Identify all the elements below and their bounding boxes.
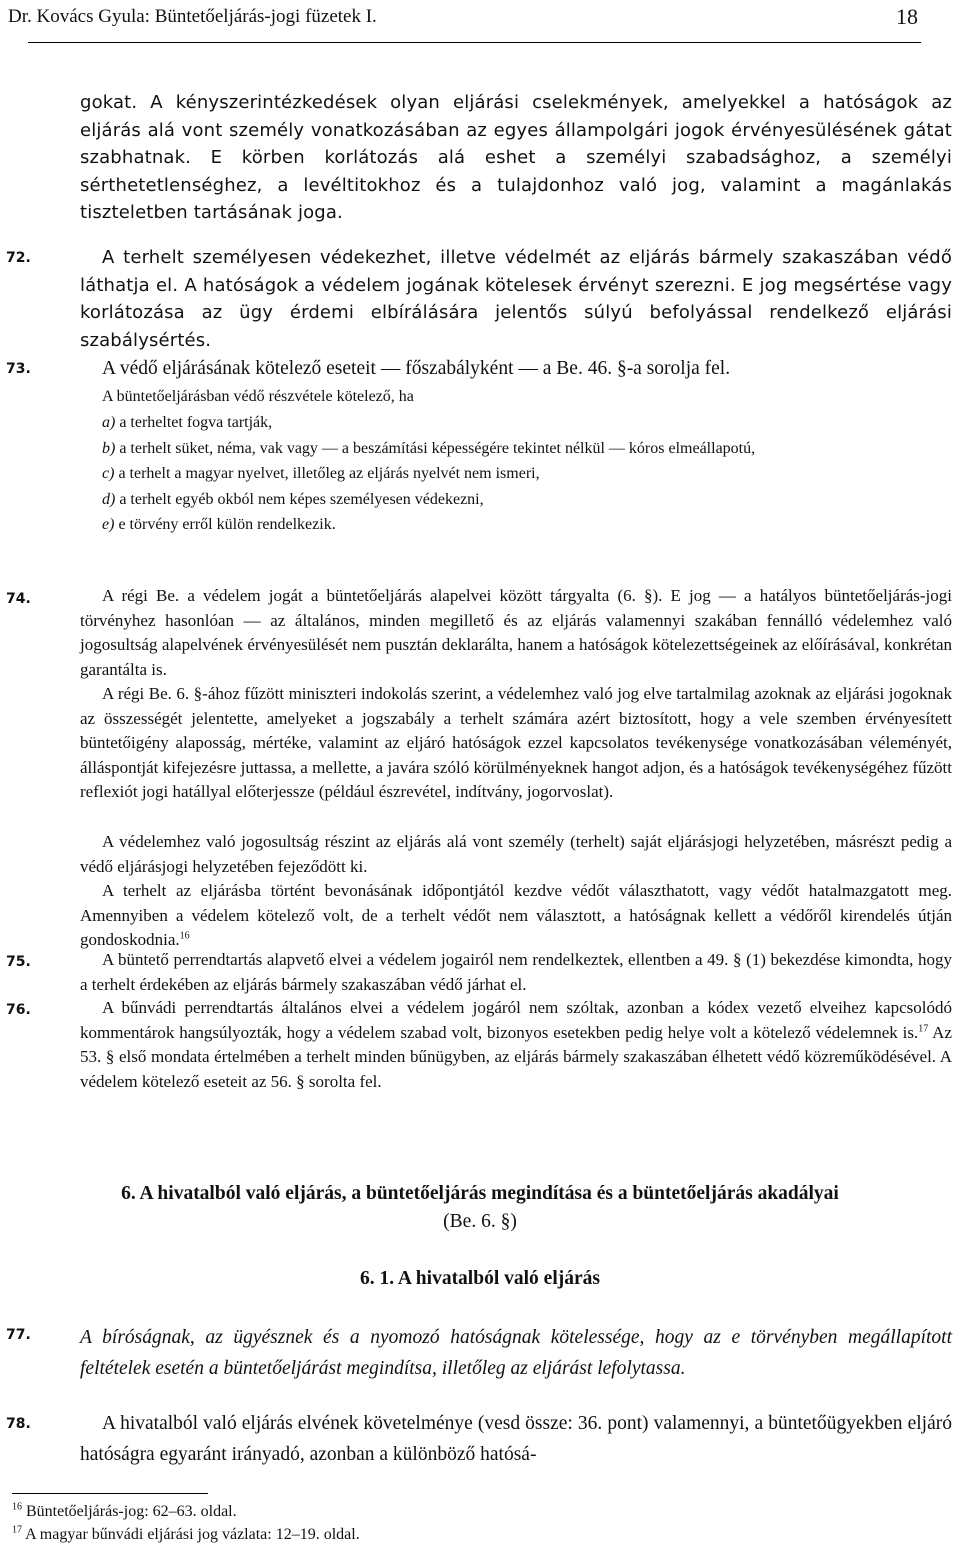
paragraph-73-heading: A védő eljárásának kötelező eseteit — főszabályként — a Be. 46. §-a sorolja fel.	[102, 358, 731, 379]
footnote-16: $^{16}$ Büntetőeljárás-jog: 62–63. oldal.	[12, 1501, 237, 1520]
paragraph-77: A bíróságnak, az ügyésznek és a nyomozó hatóságnak kötelessége, hogy az e törvényben megállapított feltételek esetén a büntetőeljárást megindítsa, illetőleg az eljárást lefolytassa.	[80, 1327, 952, 1379]
paragraph-74-c: A védelemhez való jogosultság részint az eljárás alá vont személy (terhelt) saját eljárásjogi helyzetében, másrészt pedig a védő eljárásjogi helyzetében fejeződött ki.	[80, 832, 952, 876]
paragraph-74-a: A régi Be. a védelem jogát a büntetőeljárás alapelvei között tárgyalta (6. §). E jog — a hatályos büntetőeljárás-jogi törvényhez hasonlóan — az általános, minden megillető és az eljárás valamennyi szakában fennálló védelemhez való jogosultság alapelvének érvényesülését nem pusztán deklarálta, hanem a hatóságok kötelezettségeinek az előírásával, konkrétan garantálta is.	[80, 586, 952, 679]
list-item-b: b) a terhelt süket, néma, vak vagy — a beszámítási képességére tekintet nélkül — kóros elmeállapotú,	[102, 439, 756, 457]
list-item-a: a) a terheltet fogva tartják,	[102, 414, 273, 431]
footnote-ref-17[interactable]: 17	[918, 1022, 929, 1034]
footnote-rule	[12, 1493, 208, 1494]
paragraph-72: A terhelt személyesen védekezhet, illetve védelmét az eljárás bármely szakaszában védő láthatja el. A hatóságok a védelem jogának kötelesek érvényt szerezni. E jog megsértése vagy korlátozása az ügy érdemi elbírálására jelentős súlyú befolyással rendelkező eljárási szabálysértés.	[80, 247, 952, 351]
intro-paragraph: gokat. A kényszerintézkedések olyan eljárási cselekmények, amelyekkel a hatóságok az eljárás alá vont személy vonatkozásában az egyes állampolgári jogok érvényesülésének gátat szabhatnak. E körben korlátozás alá eshet a személyi szabadsághoz, a személyi sérthetetlenséghez, a levéltitokhoz és a tulajdonhoz való jog, valamint a magánlakás tiszteletben tartásának joga.	[80, 92, 952, 223]
mandatory-defence-list	[80, 410, 952, 538]
paragraph-number-78: 78.	[6, 1416, 31, 1432]
paragraph-74-b: A régi Be. 6. §-ához fűzött miniszteri indokolás szerint, a védelemhez való jog elve tartalmilag azoknak az eljárási jogoknak az összességét jelentette, amelyeket a jogszabály a terhelt számára azért biztosított, hogy a vele szemben érvényesített büntetőigény alaposság, mértéke, valamint az eljáró hatóságok ezzel kapcsolatos tevékenysége vonatkozásában véleményét, álláspontját kifejezésre juttassa, a mellette, a javára szóló körülményeknek hangot adjon, és a hatóságok tevékenységéhez fűzött reflexiót jogi hatállyal előterjessze (például észrevétel, indítvány, jogorvoslat).	[80, 684, 952, 801]
footnote-ref-16[interactable]: 16	[179, 930, 190, 942]
paragraph-number-73: 73.	[6, 361, 31, 377]
list-item-e: e) e törvény erről külön rendelkezik.	[102, 516, 336, 533]
section-reference: (Be. 6. §)	[443, 1211, 517, 1232]
section-title: 6. A hivatalból való eljárás, a büntetőeljárás megindítása és a büntetőeljárás akadályai	[121, 1183, 839, 1204]
paragraph-78: A hivatalból való eljárás elvének követelménye (vesd össze: 36. pont) valamennyi, a büntetőügyekben eljáró hatóságra egyaránt irányadó, azonban a különböző hatósá-	[80, 1413, 952, 1465]
page-number: 18	[896, 4, 918, 29]
paragraph-number-76: 76.	[6, 1002, 31, 1018]
footnote-17: $^{17}$ A magyar bűnvádi eljárási jog vázlata: 12–19. oldal.	[12, 1524, 360, 1543]
paragraph-73-intro: A büntetőeljárásban védő részvétele kötelező, ha	[102, 388, 414, 405]
paragraph-74-d: A terhelt az eljárásba történt bevonásának időpontjától kezdve védőt választhatott, vagy védőt hatalmazgatott meg. Amennyiben a védelem kötelező volt, de a terhelt védőt nem választott, a hatóságnak kellett a védőről kirendelés útján gondoskodnia.$^{16}$	[80, 881, 952, 949]
list-item-d: d) a terhelt egyéb okból nem képes személyesen védekezni,	[102, 490, 484, 508]
paragraph-number-77: 77.	[6, 1327, 31, 1343]
paragraph-76: A bűnvádi perrendtartás általános elvei a védelem jogáról nem szóltak, azonban a kódex vezető elveihez kapcsolódó kommentárok hangsúlyozták, hogy a védelem szabad volt, bizonyos esetekben pedig helye volt a kötelező védelemnek is.$^{17}$ Az 53. § első mondata értelmében a terhelt minden bűnügyben, az eljárás bármely szakaszában élhetett védő közreműködésével. A védelem kötelező eseteit az 56. § sorolta fel.	[80, 998, 952, 1091]
running-header-title: Dr. Kovács Gyula: Büntetőeljárás-jogi füzetek I.	[8, 6, 377, 27]
list-item-c: c) a terhelt a magyar nyelvet, illetőleg az eljárás nyelvét nem ismeri,	[102, 465, 540, 482]
paragraph-number-72: 72.	[6, 250, 31, 266]
paragraph-number-75: 75.	[6, 954, 31, 970]
paragraph-number-74: 74.	[6, 591, 31, 607]
header-rule	[28, 42, 921, 43]
paragraph-75: A büntető perrendtartás alapvető elvei a védelem jogairól nem rendelkeztek, ellentben a 49. § (1) bekezdése kimondta, hogy a terhelt érdekében az eljárás bármely szakaszában védő járhat el.	[80, 950, 952, 994]
subsection-title: 6. 1. A hivatalból való eljárás	[360, 1268, 600, 1289]
